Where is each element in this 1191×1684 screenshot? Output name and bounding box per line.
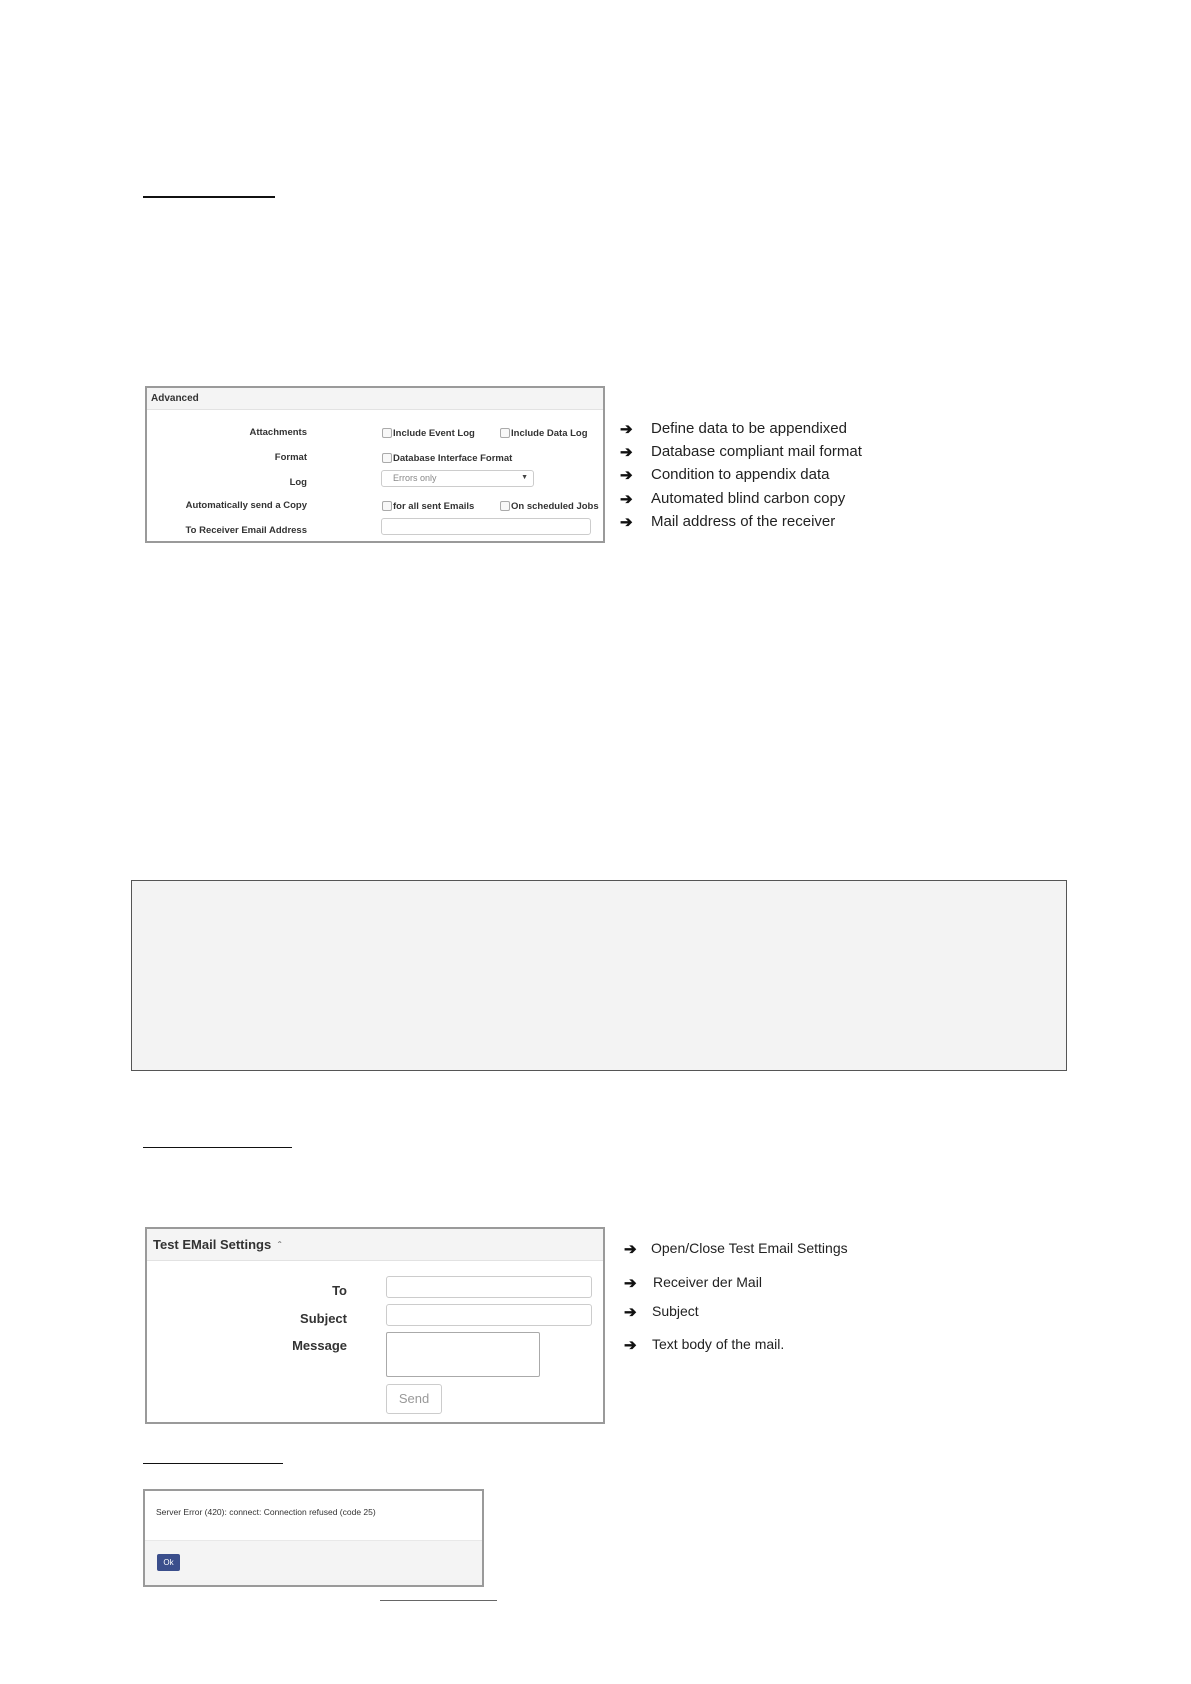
- log-label: Log: [289, 477, 307, 488]
- annotation-subject: Subject: [652, 1303, 699, 1319]
- arrow-icon: ➔: [624, 1275, 637, 1292]
- arrow-icon: ➔: [620, 491, 633, 508]
- receiver-label: To Receiver Email Address: [185, 525, 307, 536]
- arrow-icon: ➔: [620, 514, 633, 531]
- to-input[interactable]: [386, 1276, 592, 1298]
- on-scheduled-jobs-label: On scheduled Jobs: [511, 501, 599, 512]
- arrow-icon: ➔: [620, 444, 633, 461]
- heading-underline-3: [143, 1463, 283, 1464]
- dialog-footer: [145, 1540, 482, 1585]
- test-email-panel-header[interactable]: [147, 1229, 603, 1261]
- db-interface-format-label: Database Interface Format: [393, 453, 513, 464]
- format-label: Format: [274, 452, 307, 463]
- arrow-icon: ➔: [620, 421, 633, 438]
- arrow-icon: ➔: [624, 1241, 637, 1258]
- annotation-log: Condition to appendix data: [651, 466, 830, 483]
- annotation-message: Text body of the mail.: [652, 1336, 785, 1352]
- advanced-panel-title: Advanced: [147, 388, 603, 410]
- advanced-panel: [145, 386, 605, 543]
- test-email-panel-title: Test EMail Settings: [153, 1237, 272, 1252]
- arrow-icon: ➔: [620, 467, 633, 484]
- log-select-value: Errors only: [393, 473, 437, 483]
- link-underline: [380, 1600, 497, 1601]
- annotation-format: Database compliant mail format: [651, 443, 862, 460]
- receiver-input[interactable]: [381, 518, 591, 535]
- subject-input[interactable]: [386, 1304, 592, 1326]
- db-interface-format-checkbox[interactable]: [382, 453, 392, 463]
- annotation-to: Receiver der Mail: [653, 1274, 762, 1290]
- error-dialog: [143, 1489, 484, 1587]
- arrow-icon: ➔: [624, 1304, 637, 1321]
- message-textarea[interactable]: [386, 1332, 540, 1377]
- on-scheduled-jobs-checkbox[interactable]: [500, 501, 510, 511]
- for-all-sent-label: for all sent Emails: [393, 501, 475, 512]
- log-select[interactable]: [381, 470, 534, 487]
- include-event-log-label: Include Event Log: [393, 428, 475, 439]
- include-data-log-label: Include Data Log: [511, 428, 588, 439]
- to-label: To: [332, 1283, 347, 1298]
- ok-button[interactable]: Ok: [157, 1554, 180, 1571]
- message-label: Message: [292, 1338, 347, 1353]
- heading-underline-2: [143, 1147, 292, 1148]
- test-email-panel: [145, 1227, 605, 1424]
- note-box: [131, 880, 1067, 1071]
- annotation-toggle: Open/Close Test Email Settings: [651, 1240, 848, 1256]
- double-chevron-up-icon[interactable]: ˆ: [277, 1241, 282, 1252]
- arrow-icon: ➔: [624, 1337, 637, 1354]
- for-all-sent-checkbox[interactable]: [382, 501, 392, 511]
- error-message: Server Error (420): connect: Connection refused (code 25): [156, 1507, 376, 1517]
- include-data-log-checkbox[interactable]: [500, 428, 510, 438]
- include-event-log-checkbox[interactable]: [382, 428, 392, 438]
- heading-underline-1: [143, 196, 275, 198]
- annotation-attachments: Define data to be appendixed: [651, 420, 847, 437]
- caret-down-icon: ▼: [521, 474, 528, 481]
- subject-label: Subject: [300, 1311, 347, 1326]
- attachments-label: Attachments: [249, 427, 307, 438]
- send-button[interactable]: Send: [386, 1384, 442, 1414]
- annotation-auto-copy: Automated blind carbon copy: [651, 490, 846, 507]
- annotation-receiver: Mail address of the receiver: [651, 513, 836, 530]
- auto-copy-label: Automatically send a Copy: [185, 500, 307, 511]
